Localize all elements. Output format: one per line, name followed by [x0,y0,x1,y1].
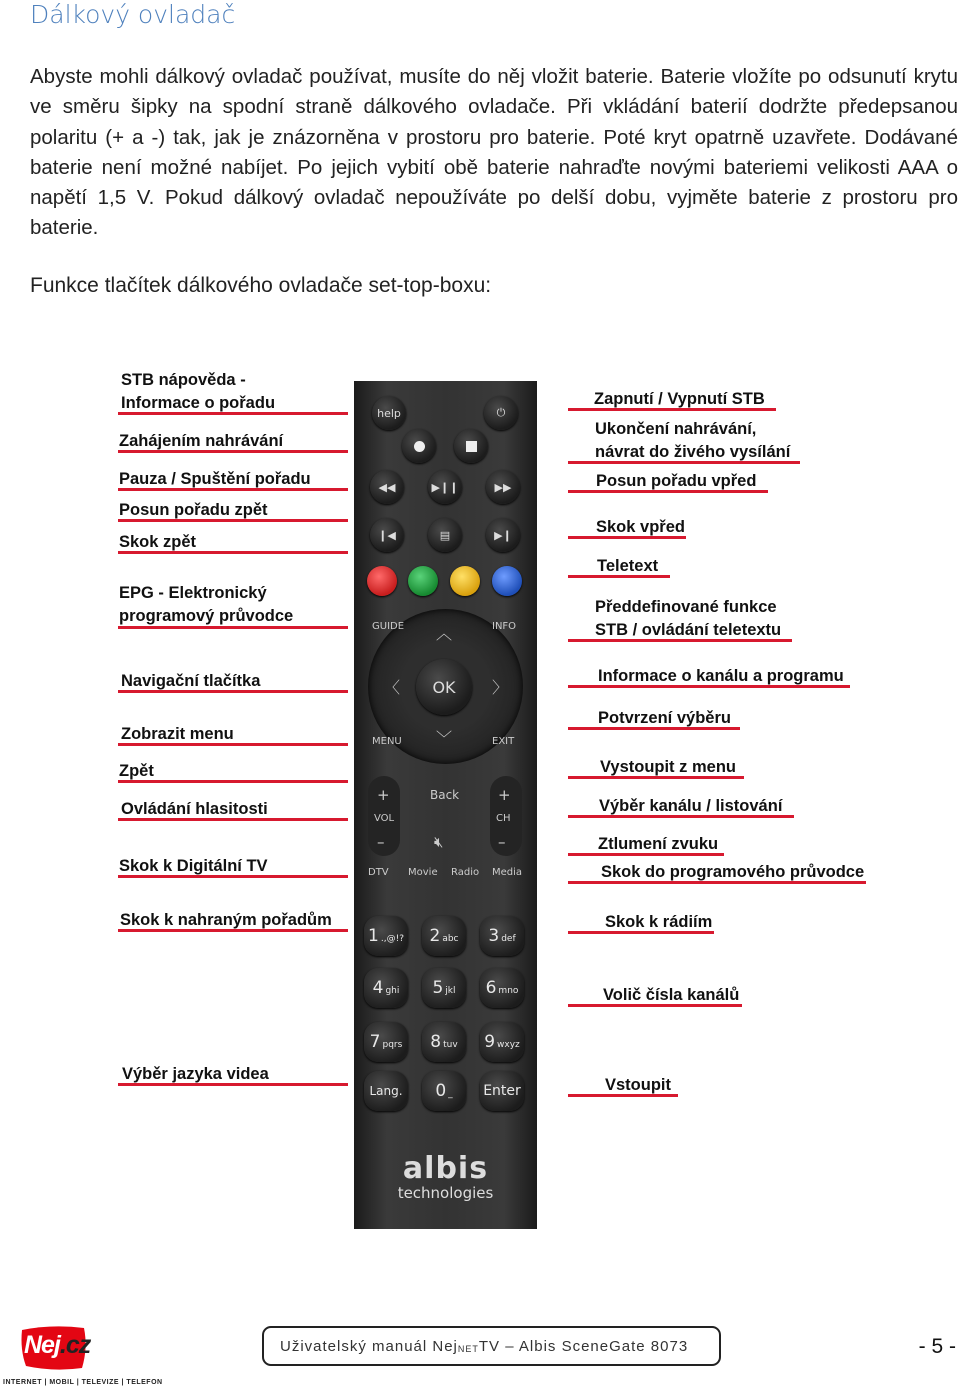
callout-underline [118,412,348,415]
right-arrow-icon: 〉 [492,678,509,697]
power-icon: ⏻ [484,396,518,430]
callout-underline [118,743,348,746]
callout-radio: Skok k rádiím [605,913,713,931]
remote-control-image [354,381,537,1229]
callout-underline [118,780,348,783]
callout-underline [568,408,776,411]
callout-underline [568,490,768,493]
volume-up-icon: + [377,786,390,804]
callout-power: Zapnutí / Vypnutí STB [594,390,765,408]
callout-underline [568,727,740,730]
digit-key-4: 4 ghi [364,968,408,1008]
enter-key: Enter [480,1071,524,1111]
exit-label: EXIT [492,736,515,747]
ch-label: CH [496,813,511,824]
section-subheading: Funkce tlačítek dálkového ovladače set-top-boxu: [30,274,492,297]
blue-button [492,566,522,596]
callout-underline [568,461,800,464]
callout-dtv: Skok k Digitální TV [119,857,268,875]
callout-skip-forward: Skok vpřed [596,518,685,536]
teletext-icon: ▤ [428,518,462,552]
callout-exit: Vystoupit z menu [600,758,736,776]
callout-underline [568,853,724,856]
callout-numbers: Volič čísla kanálů [603,986,740,1004]
zero-key: 0 _ [422,1071,466,1111]
vol-label: VOL [374,813,395,824]
up-arrow-icon: ︿ [436,624,453,643]
callout-color-keys: Předdefinované funkce STB / ovládání teletextu [595,598,782,639]
ok-button: OK [416,659,472,715]
skip-forward-icon: ▶❙ [486,518,520,552]
intro-paragraph: Abyste mohli dálkový ovladač používat, musíte do něj vložit baterie. Baterie vložíte po odsunutí krytu ve směru šipky na spodní straně dálkového ovladače. Při vkládání baterií dodržte předepsanou polaritu (+ a -) tak, jak je znázorněna v prostoru pro baterie. Poté kryt opatrně uzavřete. Dodávané baterie není možné nabíjet. Po jejich vybití obě baterie nahraďte novými bateriemi velikosti AAA o napětí 1,5 V. Pokud dálkový ovladač nepoužíváte po delší dobu, vyjměte baterie z prostoru pro baterie. [30,65,958,240]
green-button [408,566,438,596]
callout-underline [568,776,744,779]
callout-underline [118,929,348,932]
red-button [367,566,397,596]
channel-down-icon: – [498,833,506,851]
page-title: Dálkový ovladač [30,0,236,29]
movie-label: Movie [408,867,438,878]
media-label: Media [492,867,523,878]
callout-skip-back: Skok zpět [119,533,197,551]
callout-help: STB nápověda - Informace o pořadu [121,371,276,412]
volume-down-icon: – [377,833,385,851]
callout-underline [118,450,348,453]
digit-key-5: 5 jkl [422,968,466,1008]
callout-volume: Ovládání hlasitosti [121,800,268,818]
callout-navigation: Navigační tlačítka [121,672,261,690]
callout-ok: Potvrzení výběru [598,709,731,727]
callout-mute: Ztlumení zvuku [598,835,719,853]
digit-key-3: 3 def [480,916,524,956]
callout-underline [118,818,348,821]
callout-play-pause: Pauza / Spuštění pořadu [119,470,311,488]
callout-underline [568,1004,742,1007]
fast-forward-icon: ▶▶ [486,470,520,504]
record-icon [402,429,436,463]
stop-icon [454,429,488,463]
digit-key-1: 1 .,@!? [364,916,408,956]
left-arrow-icon: 〈 [384,678,401,697]
callout-underline [568,931,714,934]
digit-key-8: 8 tuv [422,1022,466,1062]
digit-key-6: 6 mno [480,968,524,1008]
callout-teletext: Teletext [597,557,659,575]
lang-key: Lang. [364,1071,408,1111]
digit-key-2: 2 abc [422,916,466,956]
mute-icon: 🔇︎ [434,833,444,851]
page-number: - 5 - [918,1335,956,1358]
callout-channel: Výběr kanálu / listování [599,797,783,815]
callout-guide: Skok do programového průvodce [601,863,865,881]
albis-logo: albis [402,1151,489,1186]
callout-underline [568,685,850,688]
callout-underline [568,575,670,578]
digit-key-9: 9 wxyz [480,1022,524,1062]
skip-back-icon: ❙◀ [370,518,404,552]
info-label: INFO [492,621,517,632]
callout-underline [118,1083,348,1086]
callout-underline [568,639,792,642]
menu-label: MENU [372,736,402,747]
callout-rewind: Posun pořadu zpět [119,501,268,519]
channel-up-icon: + [498,786,511,804]
callout-info: Informace o kanálu a programu [598,667,844,685]
albis-logo-sub: technologies [397,1184,494,1202]
radio-label: Radio [451,867,480,878]
callout-menu: Zobrazit menu [121,725,234,743]
callout-underline [118,551,348,554]
yellow-button [450,566,480,596]
callout-underline [568,1094,678,1097]
callout-epg: EPG - Elektronický programový průvodce [119,584,294,625]
callout-underline [568,815,794,818]
callout-fast-forward: Posun pořadu vpřed [596,472,757,490]
help-button: help [372,396,406,430]
callout-lang: Výběr jazyka videa [122,1065,269,1083]
callout-underline [118,626,348,629]
callout-back: Zpět [119,762,154,780]
footer-manual-title: Uživatelský manuál Nej NET TV – Albis SceneGate 8073 [262,1326,721,1366]
callout-record: Zahájením nahrávání [119,432,284,450]
callout-movie: Skok k nahraným pořadům [120,911,332,929]
rewind-icon: ◀◀ [370,470,404,504]
logo-text: Nej.cz [24,1331,91,1359]
callout-enter: Vstoupit [605,1076,671,1094]
callout-underline [568,881,866,884]
back-label: Back [430,788,460,802]
logo-tagline: INTERNET | MOBIL | TELEVIZE | TELEFON [3,1379,163,1386]
guide-label: GUIDE [372,621,405,632]
callout-underline [118,875,348,878]
digit-key-7: 7 pqrs [364,1022,408,1062]
callout-underline [118,519,348,522]
dtv-label: DTV [368,867,389,878]
callout-underline [118,690,348,693]
play-pause-icon: ▶❙❙ [428,470,462,504]
callout-underline [568,536,686,539]
callout-stop: Ukončení nahrávání, návrat do živého vysílání [595,420,791,461]
callout-underline [118,488,348,491]
down-arrow-icon: ﹀ [436,729,453,748]
